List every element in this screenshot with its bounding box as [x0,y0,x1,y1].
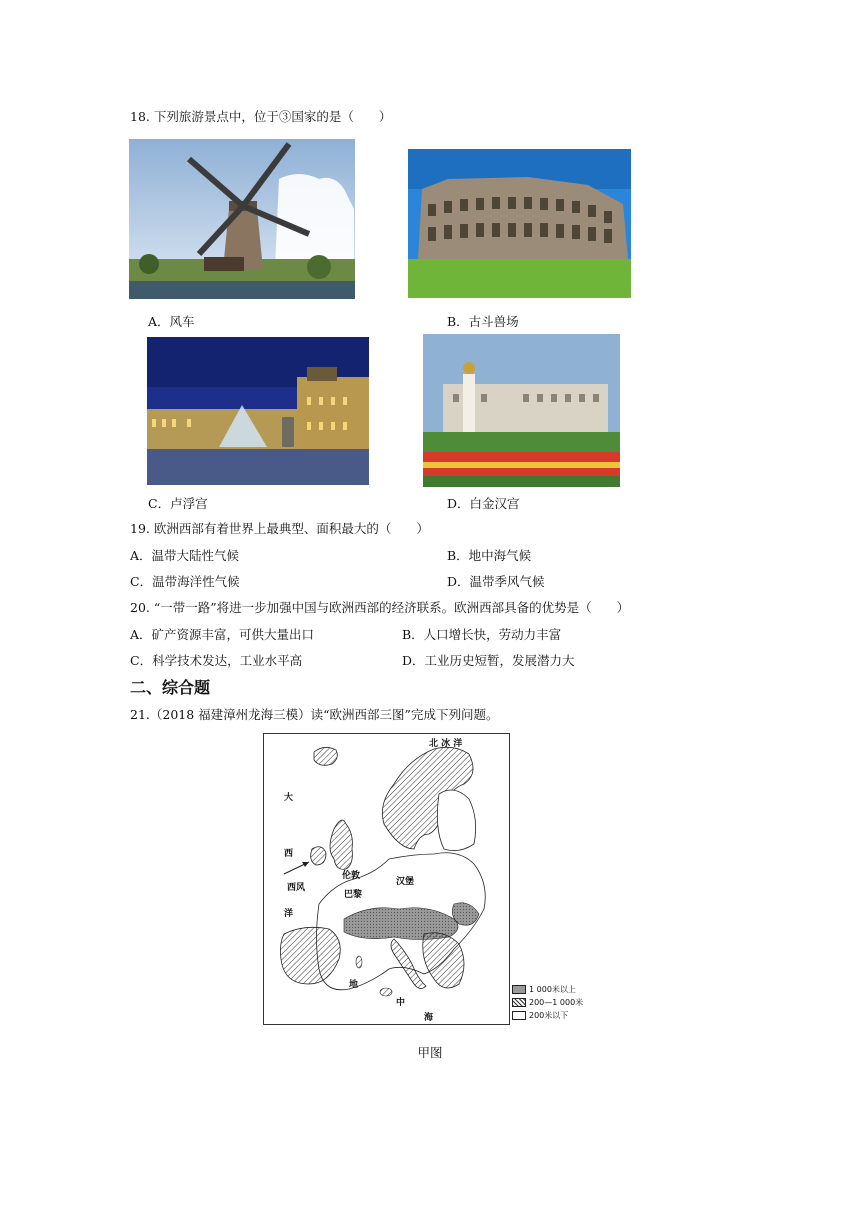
map-label-arctic-ocean: 北 冰 洋 [429,739,463,749]
louvre-image [147,337,369,485]
buckingham-palace-image [423,334,620,487]
q19-option-b: B．地中海气候 [447,548,532,563]
map-label-di: 地 [349,980,359,990]
q20-option-c: C．科学技术发达，工业水平高 [130,653,303,668]
map-label-yang: 洋 [284,909,294,919]
question-19-stem: 19. 欧洲西部有着世界上最典型、面积最大的（ ） [130,521,429,536]
q18-option-b: B．古斗兽场 [447,314,519,329]
q18-option-a: A．风车 [148,314,195,329]
legend-swatch-low [512,1011,526,1020]
legend-label-high: 1 000米以上 [529,984,576,994]
europe-map [263,733,510,1025]
question-21-stem: 21.（2018 福建漳州龙海三模）读“欧洲西部三图”完成下列问题。 [130,707,499,722]
q20-option-a: A．矿产资源丰富，可供大量出口 [130,627,315,642]
q18-option-d: D．白金汉宫 [447,496,520,511]
map-legend [512,983,602,1023]
q19-option-d: D．温带季风气候 [447,574,545,589]
q18-option-c: C．卢浮宫 [148,496,208,511]
legend-swatch-mid [512,998,526,1007]
q20-option-d: D．工业历史短暂，发展潜力大 [402,653,575,668]
windmill-image [129,139,355,299]
question-18-stem: 18. 下列旅游景点中，位于③国家的是（ ） [130,109,392,124]
q20-option-b: B．人口增长快，劳动力丰富 [402,627,562,642]
map-label-westerly: 西风 [287,883,306,893]
question-20-stem: 20. “一带一路”将进一步加强中国与欧洲西部的经济联系。欧洲西部具备的优势是（ ） [130,600,630,615]
map-caption: 甲图 [417,1045,443,1060]
legend-swatch-high [512,985,526,994]
q19-option-c: C．温带海洋性气候 [130,574,240,589]
colosseum-image [408,149,631,298]
legend-label-mid: 200—1 000米 [529,997,584,1007]
map-label-zhong: 中 [396,998,406,1008]
map-caption-wrap [263,1043,597,1061]
map-label-london: 伦敦 [342,871,361,881]
section-heading: 二、综合题 [130,678,211,697]
legend-label-low: 200米以下 [529,1010,569,1020]
map-label-xi: 西 [284,849,294,859]
map-label-da: 大 [284,793,294,803]
q19-option-a: A．温带大陆性气候 [130,548,240,563]
map-label-hamburg: 汉堡 [396,877,415,887]
map-label-paris: 巴黎 [344,890,363,900]
map-label-hai: 海 [424,1013,434,1023]
